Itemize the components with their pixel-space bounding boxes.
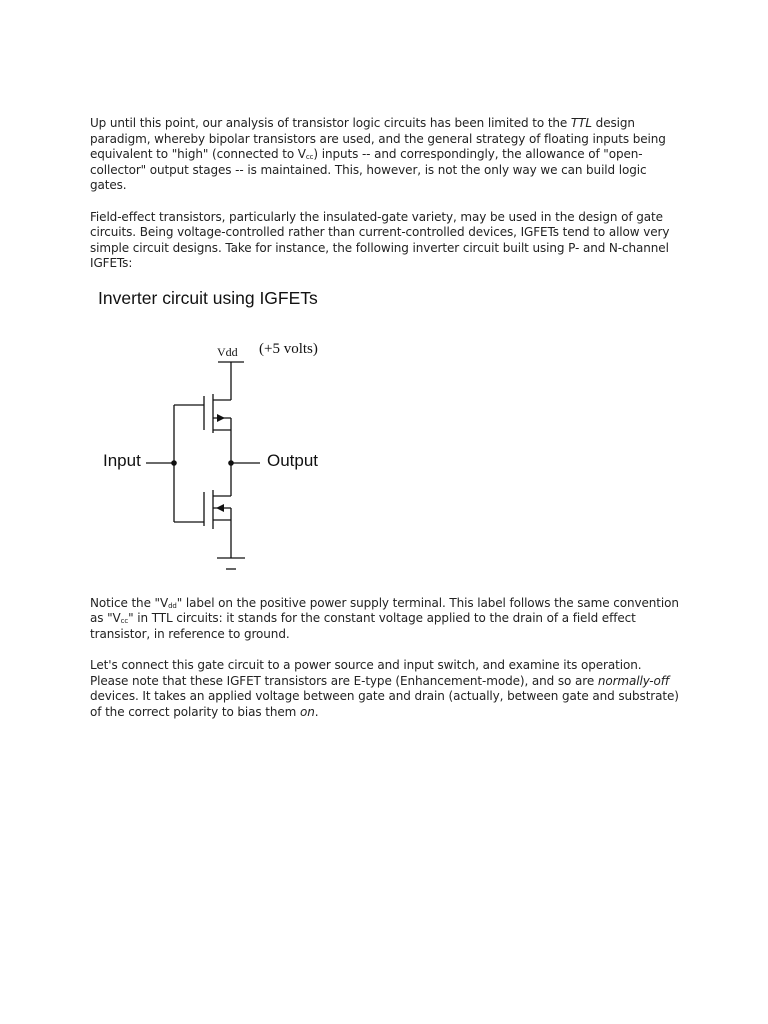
ttl-emphasis: TTL bbox=[570, 116, 592, 130]
input-label: Input bbox=[103, 450, 141, 470]
vdd-label: Vdd bbox=[217, 344, 238, 359]
output-junction-dot bbox=[228, 460, 234, 466]
p4-text-b: devices. It takes an applied voltage between gate and drain (actually, between gate and substrate) of the correct polarity to bias them bbox=[90, 689, 679, 719]
p3-text-c: " in TTL circuits: it stands for the constant voltage applied to the drain of a field effect transistor, in reference to ground. bbox=[90, 611, 636, 641]
p1-text-c: ) inputs -- and correspondingly, the allowance of "open-collector" output stages -- is maintained. This, however, is not the only way we can build logic gates. bbox=[90, 147, 647, 192]
inverter-circuit-figure bbox=[90, 288, 410, 578]
vcc-subscript: cc bbox=[305, 153, 314, 161]
on-emphasis: on bbox=[300, 704, 315, 719]
paragraph-1 bbox=[90, 116, 680, 194]
voltage-label: (+5 volts) bbox=[259, 340, 318, 357]
p4-text-c: . bbox=[314, 704, 319, 719]
p1-text-a: Up until this point, our analysis of transistor logic circuits has been limited to the bbox=[90, 116, 571, 130]
paragraph-3 bbox=[90, 596, 680, 643]
vcc-subscript-2: cc bbox=[120, 617, 129, 625]
vdd-subscript: dd bbox=[168, 601, 177, 610]
input-junction-dot bbox=[171, 460, 177, 466]
paragraph-4 bbox=[90, 658, 680, 720]
figure-title: Inverter circuit using IGFETs bbox=[98, 287, 318, 308]
p1-text-b: design paradigm, whereby bipolar transistors are used, and the general strategy of floating inputs being equivalent to "high" (connected to V bbox=[90, 116, 666, 161]
p3-text-b: " label on the positive power supply terminal. This label follows the same convention as "V bbox=[90, 595, 679, 625]
p4-text-a: Let's connect this gate circuit to a power source and input switch, and examine its operation. Please note that these IGFET transistors are E-type (Enhancement-mode), and so are bbox=[90, 658, 642, 688]
pmos-arrow-icon bbox=[217, 414, 225, 422]
normally-off-emphasis: normally-off bbox=[597, 673, 670, 688]
paragraph-2: Field-effect transistors, particularly the insulated-gate variety, may be used in the design of gate circuits. Being voltage-controlled rather than current-controlled devices, IGFETs tend to allow very simple circuit designs. Take for instance, the following inverter circuit built using P- and N-channel IGFETs: bbox=[90, 209, 670, 270]
document-page bbox=[90, 116, 680, 736]
inverter-schematic bbox=[90, 288, 410, 578]
nmos-arrow-icon bbox=[216, 504, 224, 512]
output-label: Output bbox=[267, 450, 319, 470]
p3-text-a: Notice the "V bbox=[90, 595, 169, 610]
